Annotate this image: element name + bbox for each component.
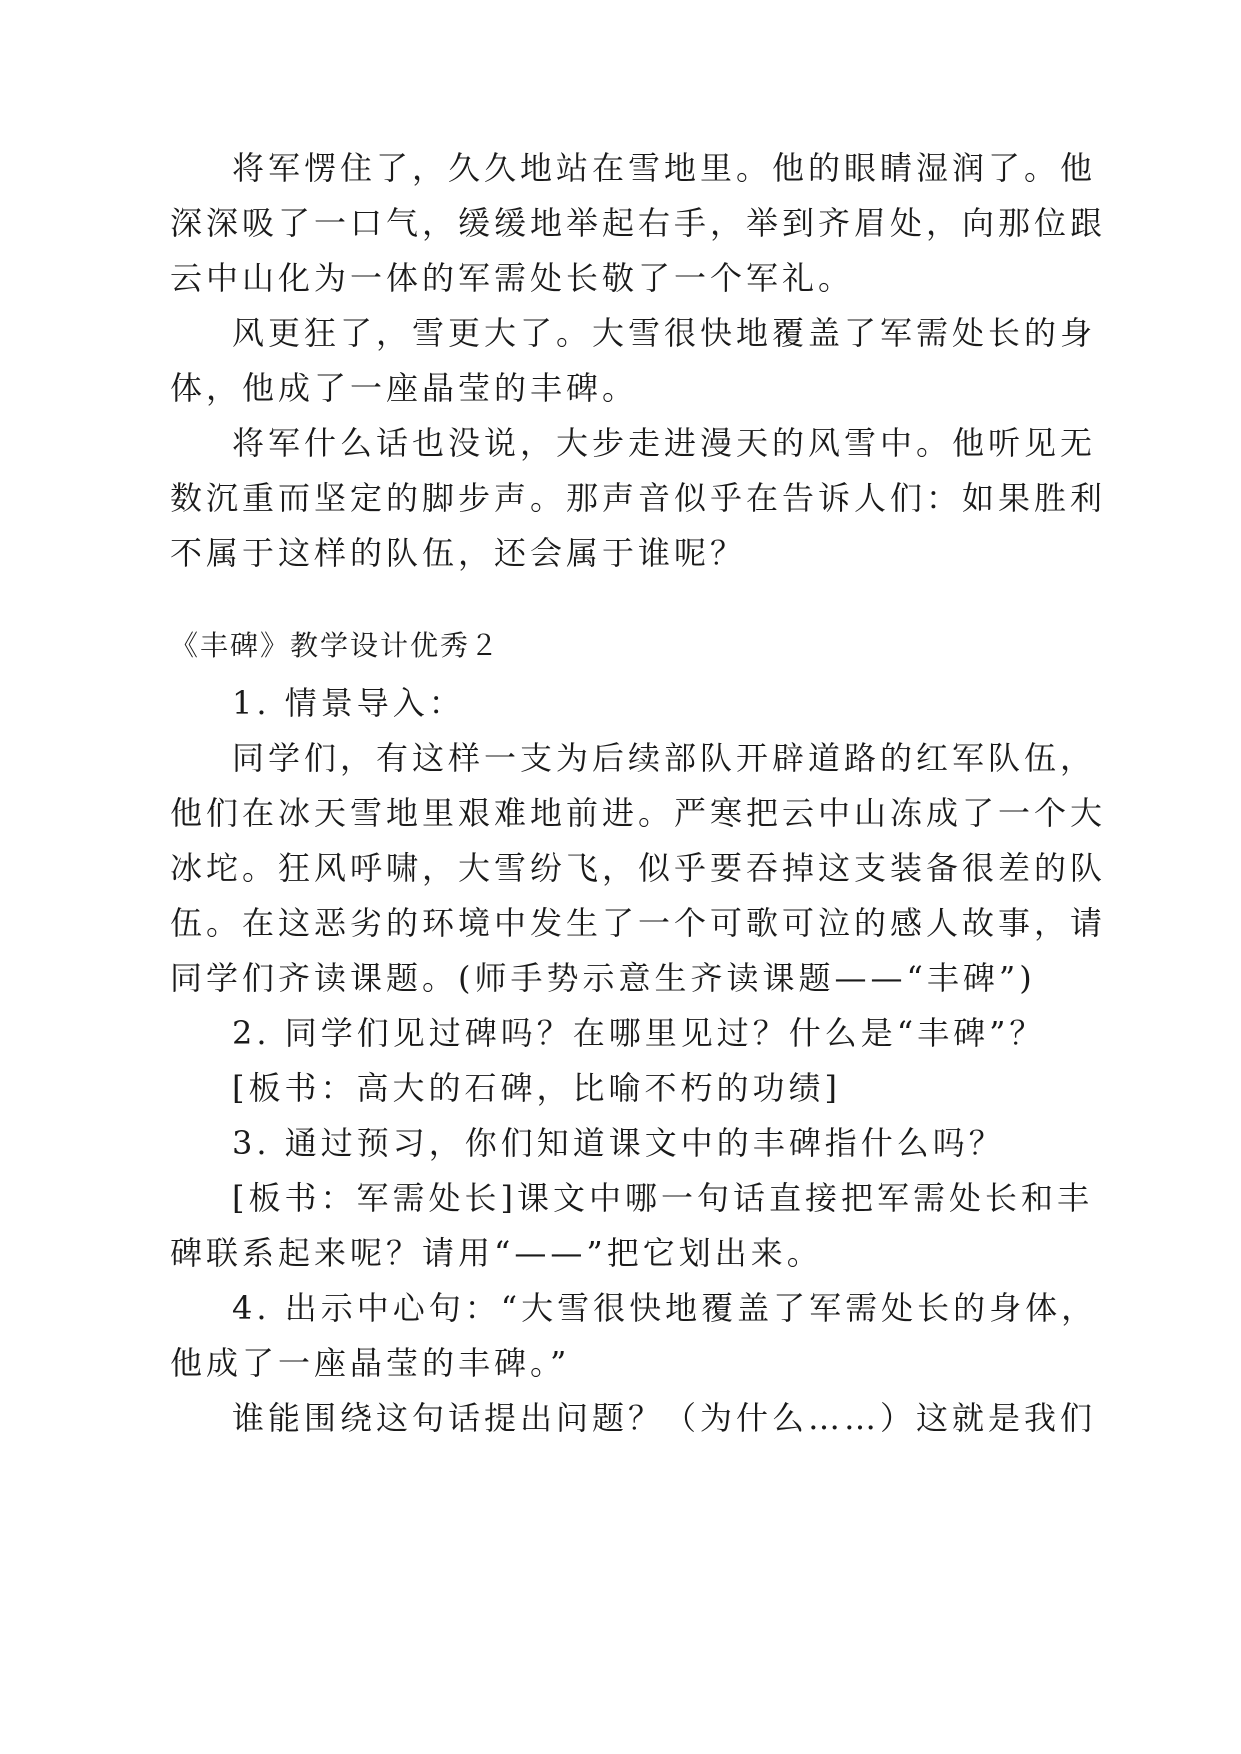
text-line: [板书：军需处长]课文中哪一句话直接把军需处长和丰 (232, 1179, 1093, 1217)
text-line: 他成了一座晶莹的丰碑。” (170, 1344, 571, 1382)
text-line: 同学们齐读课题。(师手势示意生齐读课题——“丰碑”) (170, 959, 1036, 997)
text-line: 将军愣住了，久久地站在雪地里。他的眼睛湿润了。他 (232, 149, 1097, 187)
text-line: 冰坨。狂风呼啸，大雪纷飞，似乎要吞掉这支装备很差的队 (170, 849, 1107, 887)
text-line: [板书：高大的石碑，比喻不朽的功绩] (232, 1069, 841, 1107)
text-line: 2. 同学们见过碑吗？在哪里见过？什么是“丰碑”？ (232, 1014, 1046, 1052)
text-line: 风更狂了，雪更大了。大雪很快地覆盖了军需处长的身 (232, 314, 1097, 352)
text-line: 不属于这样的队伍，还会属于谁呢？ (170, 534, 747, 572)
text-line: 他们在冰天雪地里艰难地前进。严寒把云中山冻成了一个大 (170, 794, 1107, 832)
text-line: 谁能围绕这句话提出问题？（为什么……）这就是我们 (232, 1399, 1097, 1437)
text-line: 1. 情景导入： (232, 684, 465, 722)
text-line: 将军什么话也没说，大步走进漫天的风雪中。他听见无 (232, 424, 1097, 462)
text-line: 深深吸了一口气，缓缓地举起右手，举到齐眉处，向那位跟 (170, 204, 1107, 242)
text-line: 3. 通过预习，你们知道课文中的丰碑指什么吗？ (232, 1124, 1005, 1162)
text-line: 伍。在这恶劣的环境中发生了一个可歌可泣的感人故事，请 (170, 904, 1107, 942)
text-line: 同学们，有这样一支为后续部队开辟道路的红军队伍， (232, 739, 1097, 777)
text-line: 4. 出示中心句：“大雪很快地覆盖了军需处长的身体， (232, 1289, 1098, 1327)
text-line: 体，他成了一座晶莹的丰碑。 (170, 369, 639, 407)
text-line: 数沉重而坚定的脚步声。那声音似乎在告诉人们：如果胜利 (170, 479, 1107, 517)
text-line: 碑联系起来呢？请用“——”把它划出来。 (170, 1234, 823, 1272)
text-line: 云中山化为一体的军需处长敬了一个军礼。 (170, 259, 855, 297)
section-heading: 《丰碑》教学设计优秀２ (170, 629, 501, 662)
